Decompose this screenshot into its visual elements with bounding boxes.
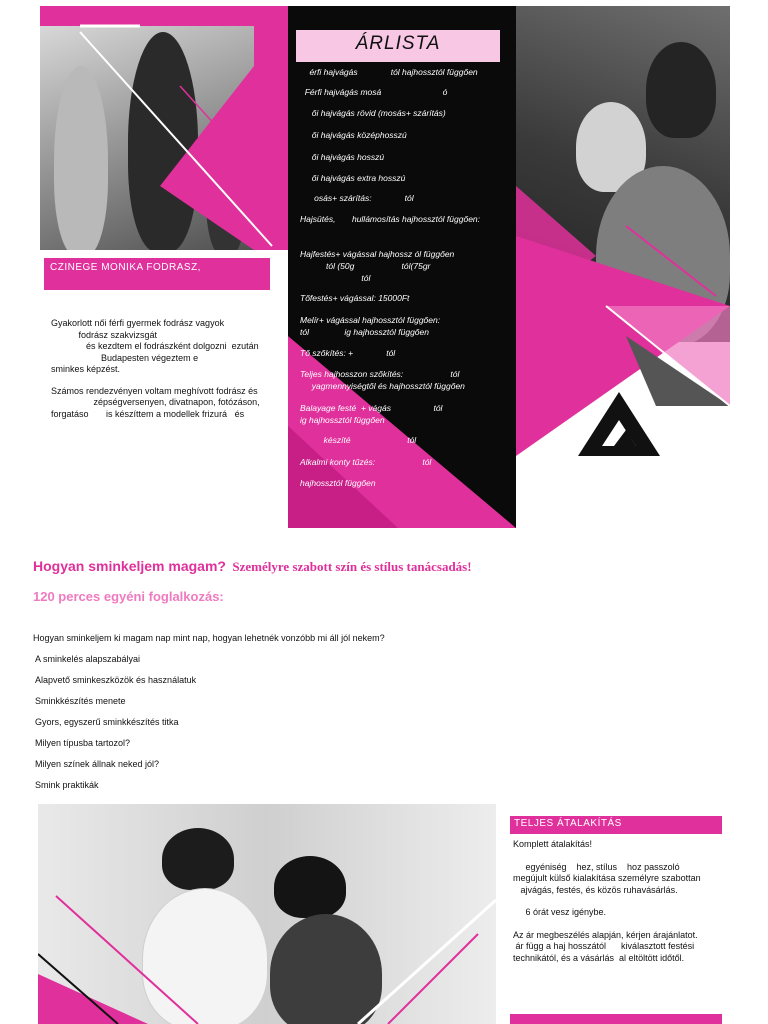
price-item: Hajsütés, hullámosítás hajhossztól függően: <box>300 214 481 224</box>
price-item: tól (50g tól(75gr <box>300 261 431 271</box>
bio-line: Gyakorlott női férfi gyermek fodrász vagyok <box>51 318 225 328</box>
transform-text <box>513 839 725 964</box>
price-item: Tőfestés+ vágással: 15000Ft <box>300 293 410 303</box>
list-item: Milyen színek állnak neked jól? <box>35 759 160 769</box>
price-item: yagmennyiségtől és hajhossztól függően <box>300 381 465 391</box>
list-item: Smink praktikák <box>35 780 99 790</box>
transform-line: technikától, és a vásárlás al eltöltött időtől. <box>513 952 685 963</box>
transform-line: ajvágás, festés, és közös ruhavásárlás. <box>513 884 678 895</box>
transform-line: Komplett átalakítás! <box>513 839 593 849</box>
bio-line: és kezdtem el fodrászként dolgozni ezután <box>51 341 259 351</box>
pricelist-title: ÁRLISTA <box>355 33 441 54</box>
makeup-steps-list <box>35 654 335 804</box>
price-item: ig hajhossztól függően <box>300 415 385 425</box>
pricelist-title-box <box>296 30 500 62</box>
makeup-heading <box>33 558 733 576</box>
bottom-pink-bar <box>510 1014 722 1024</box>
makeup-heading-main: Hogyan sminkeljem magam? <box>33 558 226 574</box>
price-item: osás+ szárítás: tól <box>300 193 414 203</box>
bio-line: forgatáso is készíttem a modellek frizurá és <box>51 408 245 419</box>
price-item: készíté tól <box>300 435 417 445</box>
transform-line <box>513 919 725 930</box>
transform-line <box>513 896 725 907</box>
transform-line: 6 órát vesz igénybe. <box>513 907 607 917</box>
bio-line: fodrász szakvizsgát <box>51 329 158 340</box>
bio-spacer <box>51 376 281 386</box>
bio-line: Budapesten végeztem e <box>51 352 199 363</box>
price-item: tól ig hajhossztól függően <box>300 327 429 337</box>
pricelist-panel <box>288 6 516 528</box>
name-bar-text: CZINEGE MONIKA FODRASZ, <box>50 262 201 273</box>
makeup-heading-sub: Személyre szabott szín és stílus tanácsadás! <box>232 559 472 574</box>
price-item: ői hajvágás extra hosszú <box>300 173 406 183</box>
top-left-collage <box>40 6 288 250</box>
transform-line <box>513 851 725 862</box>
transform-line: egyéniség hez, stílus hoz passzoló <box>513 861 680 872</box>
price-item: Teljes hajhosszon szőkítés: tól <box>300 369 460 379</box>
price-item: Tő szőkítés: + tól <box>300 348 396 358</box>
price-item: Hajfestés+ vágással hajhossz ól függően <box>300 249 455 259</box>
transform-line: megújult külső kialakítása személyre szabottan <box>513 873 701 883</box>
price-item: Alkalmi konty tűzés: tól <box>300 457 432 467</box>
price-item: Melír+ vágással hajhossztól függően: <box>300 315 441 325</box>
price-item: hajhossztól függően <box>300 478 376 488</box>
transform-bar <box>510 816 722 834</box>
price-item: Balayage festé + vágás tól <box>300 403 443 413</box>
price-item: ői hajvágás hosszú <box>300 152 385 162</box>
bottom-photo <box>38 804 496 1024</box>
list-item: Alapvető sminkeszközök és használatuk <box>35 675 197 685</box>
bottom-photo-geometry <box>38 804 496 1024</box>
collage-geometry <box>40 6 288 250</box>
list-item: Gyors, egyszerű sminkkészítés titka <box>35 717 179 727</box>
price-item: Férfi hajvágás mosá ó <box>300 87 448 97</box>
bio-block <box>51 318 281 420</box>
list-item: Sminkkészítés menete <box>35 696 126 706</box>
bio-line: Számos rendezvényen voltam meghívott fodrász és <box>51 385 258 396</box>
transform-bar-text: TELJES ÁTALAKÍTÁS <box>514 818 622 829</box>
list-item: A sminkelés alapszabályai <box>35 654 141 664</box>
price-item: ői hajvágás rövid (mosás+ szárítás) <box>300 108 446 118</box>
bio-line: sminkes képzést. <box>51 364 121 374</box>
list-item: Milyen típusba tartozol? <box>35 738 131 748</box>
makeup-duration: 120 perces egyéni foglalkozás: <box>33 589 224 604</box>
bio-line: zépségversenyen, divatnapon, fotózáson, <box>51 397 260 407</box>
price-item: érfi hajvágás tól hajhossztól függően <box>300 67 478 77</box>
top-right-collage <box>516 6 730 456</box>
makeup-question: Hogyan sminkeljem ki magam nap mint nap, hogyan lehetnék vonzóbb mi áll jól nekem? <box>33 633 385 643</box>
transform-line: Az ár megbeszélés alapján, kérjen árajánlatot. <box>513 929 698 940</box>
price-item: ői hajvágás középhosszú <box>300 130 407 140</box>
name-bar <box>44 258 270 290</box>
price-item: tól <box>300 273 371 283</box>
right-geometry <box>516 6 730 456</box>
transform-line: ár függ a haj hosszától kiválasztott festési <box>513 941 695 951</box>
